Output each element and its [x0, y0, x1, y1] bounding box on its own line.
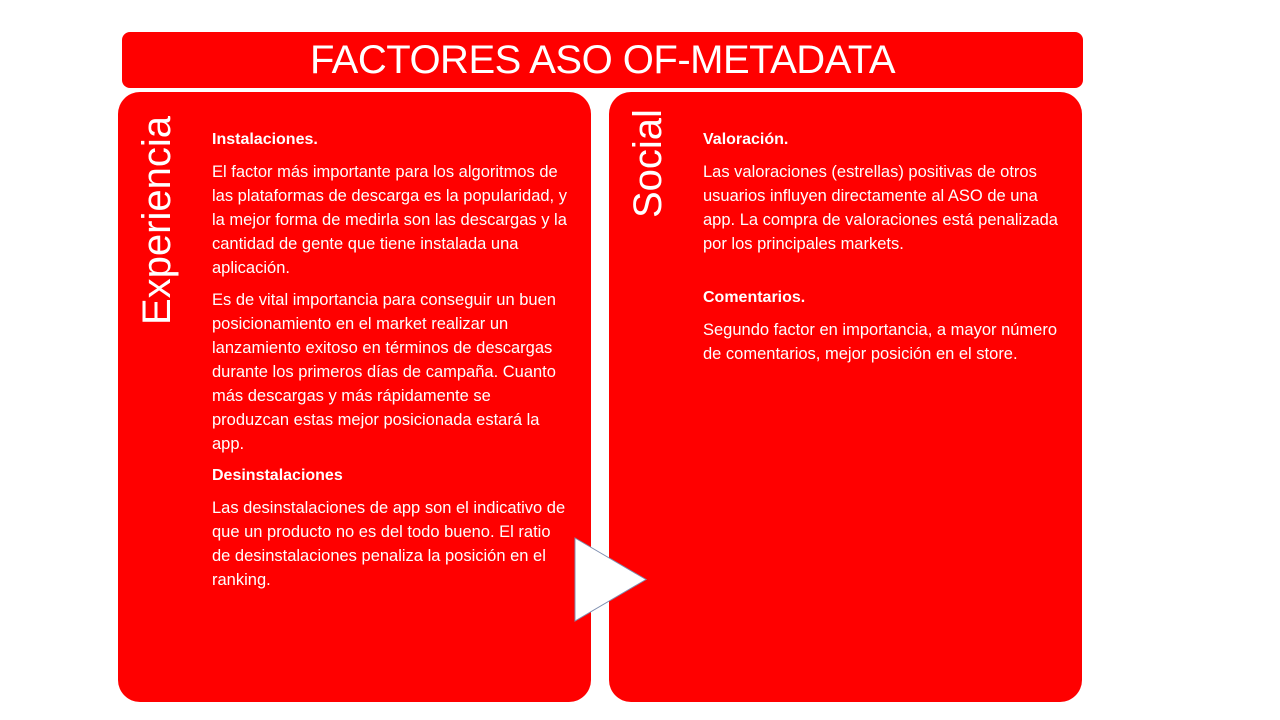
- section-heading-desinstalaciones: Desinstalaciones: [212, 467, 343, 484]
- section-spacer: [703, 264, 1068, 286]
- panel-label-social: Social: [626, 109, 670, 219]
- section-heading-valoracion: Valoración.: [703, 131, 789, 148]
- section-heading-comentarios: Comentarios.: [703, 289, 806, 306]
- panel-label-experiencia: Experiencia: [135, 115, 179, 325]
- section-text-valoracion: Las valoraciones (estrellas) positivas de otros usuarios influyen directamente al ASO de una app. La compra de valoraciones está penalizada por los principales markets.: [703, 163, 1058, 253]
- section-text-instalaciones-1: El factor más importante para los algoritmos de las plataformas de descarga es la popularidad, y la mejor forma de medirla son las descargas y la cantidad de gente que tiene instalada una aplicación.: [212, 163, 567, 277]
- panel-experiencia: [118, 92, 591, 702]
- panel-content-social: [703, 128, 1068, 374]
- diagram-title-text: FACTORES ASO OF-METADATA: [309, 37, 896, 82]
- panel-content-experiencia: [212, 128, 572, 600]
- section-heading-instalaciones: Instalaciones.: [212, 131, 318, 148]
- arrow-right-icon: [574, 537, 648, 622]
- section-text-desinstalaciones: Las desinstalaciones de app son el indicativo de que un producto no es del todo bueno. El ratio de desinstalaciones penaliza la posición en el ranking.: [212, 499, 566, 589]
- section-text-comentarios: Segundo factor en importancia, a mayor número de comentarios, mejor posición en el store.: [703, 321, 1058, 363]
- diagram-title: [122, 32, 1083, 88]
- section-text-instalaciones-2: Es de vital importancia para conseguir un buen posicionamiento en el market realizar un lanzamiento exitoso en términos de descargas durante los primeros días de campaña. Cuanto más descargas y más rápidamente se produzcan estas mejor posicionada estará la app.: [212, 291, 556, 453]
- panel-social: [609, 92, 1082, 702]
